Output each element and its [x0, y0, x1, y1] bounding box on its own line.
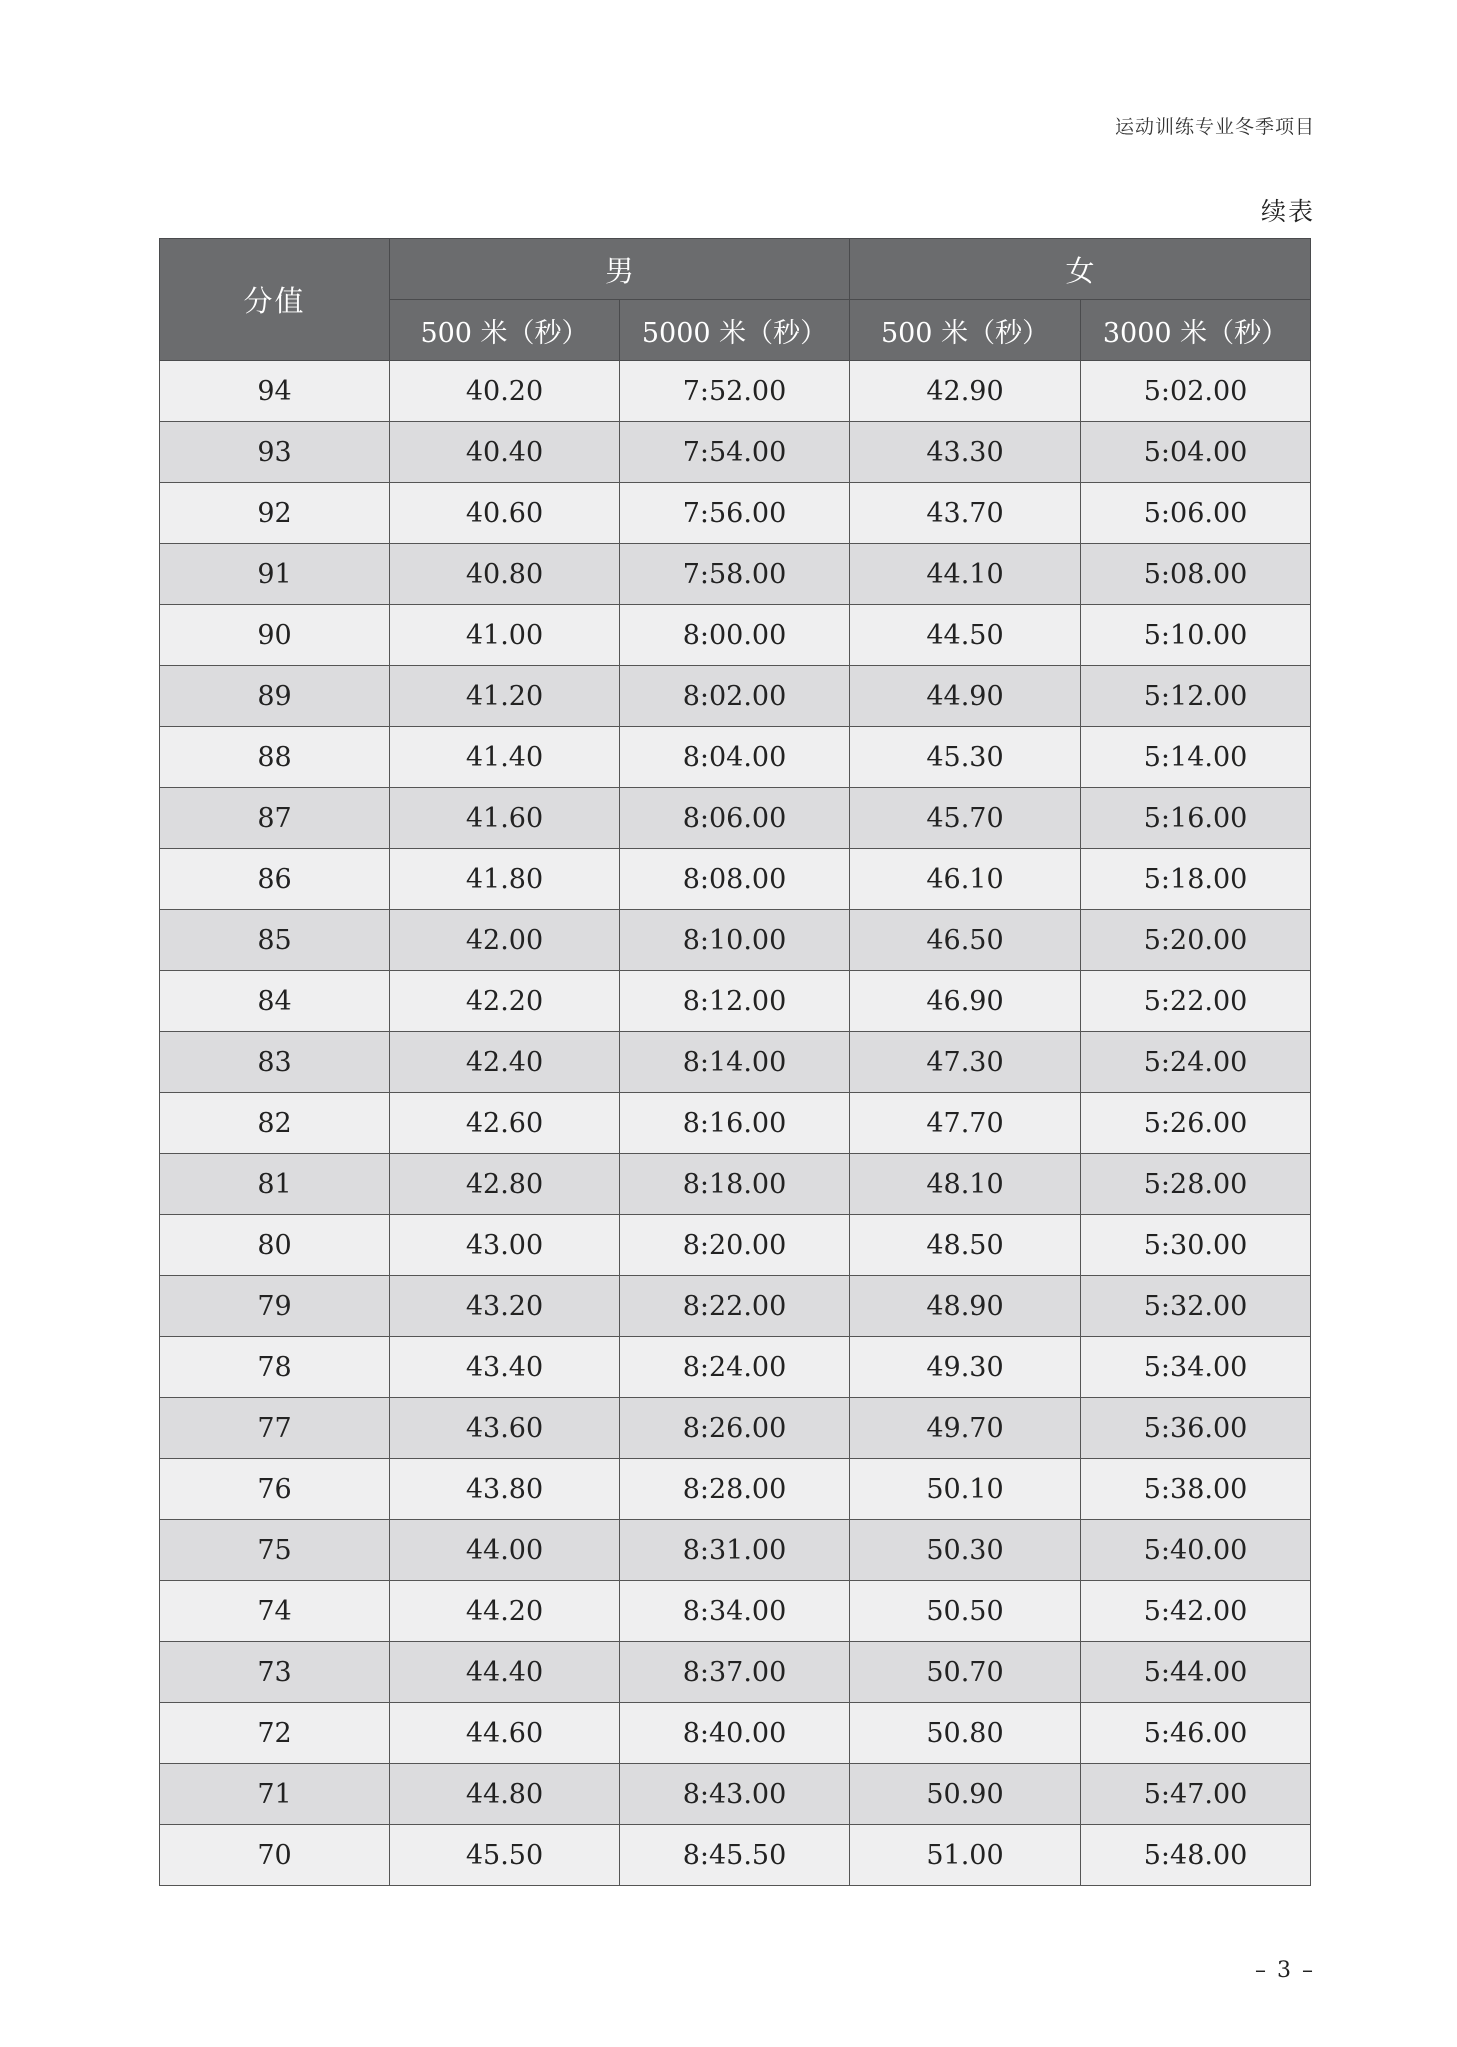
male-5000m-cell: 8:08.00: [620, 849, 850, 910]
male-5000m-cell: 8:20.00: [620, 1215, 850, 1276]
male-500m-cell: 40.40: [390, 422, 620, 483]
female-3000m-cell: 5:10.00: [1081, 605, 1311, 666]
male-500m-cell: 44.40: [390, 1642, 620, 1703]
female-500m-cell: 49.30: [850, 1337, 1081, 1398]
female-500m-cell: 45.70: [850, 788, 1081, 849]
male-500m-cell: 41.60: [390, 788, 620, 849]
female-500m-cell: 46.50: [850, 910, 1081, 971]
female-3000m-cell: 5:04.00: [1081, 422, 1311, 483]
male-5000m-cell: 8:12.00: [620, 971, 850, 1032]
male-5000m-cell: 8:04.00: [620, 727, 850, 788]
score-cell: 71: [160, 1764, 390, 1825]
male-5000m-cell: 8:34.00: [620, 1581, 850, 1642]
score-cell: 90: [160, 605, 390, 666]
table-row: [160, 1581, 1311, 1642]
female-3000m-cell: 5:16.00: [1081, 788, 1311, 849]
score-cell: 80: [160, 1215, 390, 1276]
page-number: – 3 –: [1255, 1958, 1315, 1983]
table-row: [160, 1093, 1311, 1154]
female-3000m-cell: 5:42.00: [1081, 1581, 1311, 1642]
male-5000m-cell: 8:24.00: [620, 1337, 850, 1398]
male-500m-cell: 41.20: [390, 666, 620, 727]
table-row: [160, 544, 1311, 605]
score-cell: 82: [160, 1093, 390, 1154]
male-500m-cell: 41.00: [390, 605, 620, 666]
table-row: [160, 1032, 1311, 1093]
male-5000m-cell: 8:28.00: [620, 1459, 850, 1520]
score-cell: 74: [160, 1581, 390, 1642]
male-500m-cell: 40.60: [390, 483, 620, 544]
table-header-row-groups: [160, 239, 1311, 300]
score-cell: 89: [160, 666, 390, 727]
female-500m-cell: 48.10: [850, 1154, 1081, 1215]
male-500m-cell: 44.60: [390, 1703, 620, 1764]
male-group-header: 男: [390, 239, 850, 300]
male-5000m-cell: 8:45.50: [620, 1825, 850, 1886]
male-5000m-cell: 8:18.00: [620, 1154, 850, 1215]
table-row: [160, 1398, 1311, 1459]
male-500m-cell: 40.20: [390, 361, 620, 422]
male-5000m-cell: 8:14.00: [620, 1032, 850, 1093]
male-5000m-cell: 8:16.00: [620, 1093, 850, 1154]
female-500m-cell: 44.50: [850, 605, 1081, 666]
male-500m-cell: 43.40: [390, 1337, 620, 1398]
score-cell: 75: [160, 1520, 390, 1581]
table-row: [160, 1642, 1311, 1703]
male-500m-cell: 40.80: [390, 544, 620, 605]
female-3000m-header: 3000 米（秒）: [1081, 300, 1311, 361]
score-column-header: 分值: [160, 239, 390, 361]
table-row: [160, 1520, 1311, 1581]
score-cell: 77: [160, 1398, 390, 1459]
table-row: [160, 971, 1311, 1032]
continued-label: 续表: [1260, 197, 1315, 226]
score-cell: 91: [160, 544, 390, 605]
female-500m-cell: 48.50: [850, 1215, 1081, 1276]
female-3000m-cell: 5:46.00: [1081, 1703, 1311, 1764]
male-500m-cell: 42.40: [390, 1032, 620, 1093]
score-cell: 92: [160, 483, 390, 544]
score-table: [159, 238, 1311, 1886]
male-500m-cell: 42.20: [390, 971, 620, 1032]
male-500m-cell: 42.80: [390, 1154, 620, 1215]
table-row: [160, 1459, 1311, 1520]
table-row: [160, 1215, 1311, 1276]
male-500m-cell: 41.40: [390, 727, 620, 788]
female-500m-cell: 50.30: [850, 1520, 1081, 1581]
male-500m-header: 500 米（秒）: [390, 300, 620, 361]
table-row: [160, 361, 1311, 422]
male-5000m-cell: 8:37.00: [620, 1642, 850, 1703]
table-row: [160, 422, 1311, 483]
score-cell: 78: [160, 1337, 390, 1398]
table-row: [160, 788, 1311, 849]
table-header: [160, 239, 1311, 361]
male-500m-cell: 42.00: [390, 910, 620, 971]
male-5000m-cell: 7:58.00: [620, 544, 850, 605]
male-5000m-cell: 8:43.00: [620, 1764, 850, 1825]
female-500m-cell: 47.30: [850, 1032, 1081, 1093]
score-cell: 86: [160, 849, 390, 910]
male-500m-cell: 41.80: [390, 849, 620, 910]
male-500m-cell: 43.00: [390, 1215, 620, 1276]
score-cell: 85: [160, 910, 390, 971]
table-row: [160, 1337, 1311, 1398]
female-500m-cell: 49.70: [850, 1398, 1081, 1459]
score-cell: 83: [160, 1032, 390, 1093]
female-3000m-cell: 5:08.00: [1081, 544, 1311, 605]
male-500m-cell: 44.80: [390, 1764, 620, 1825]
score-cell: 76: [160, 1459, 390, 1520]
female-3000m-cell: 5:38.00: [1081, 1459, 1311, 1520]
female-3000m-cell: 5:02.00: [1081, 361, 1311, 422]
table-row: [160, 910, 1311, 971]
male-5000m-cell: 8:22.00: [620, 1276, 850, 1337]
male-5000m-cell: 8:10.00: [620, 910, 850, 971]
score-cell: 93: [160, 422, 390, 483]
female-3000m-cell: 5:12.00: [1081, 666, 1311, 727]
female-500m-cell: 50.50: [850, 1581, 1081, 1642]
male-500m-cell: 43.20: [390, 1276, 620, 1337]
score-cell: 79: [160, 1276, 390, 1337]
male-500m-cell: 43.80: [390, 1459, 620, 1520]
female-3000m-cell: 5:18.00: [1081, 849, 1311, 910]
female-500m-cell: 43.70: [850, 483, 1081, 544]
score-cell: 84: [160, 971, 390, 1032]
score-cell: 72: [160, 1703, 390, 1764]
male-5000m-header: 5000 米（秒）: [620, 300, 850, 361]
female-3000m-cell: 5:48.00: [1081, 1825, 1311, 1886]
male-5000m-cell: 7:52.00: [620, 361, 850, 422]
male-5000m-cell: 8:31.00: [620, 1520, 850, 1581]
female-3000m-cell: 5:26.00: [1081, 1093, 1311, 1154]
female-3000m-cell: 5:14.00: [1081, 727, 1311, 788]
female-3000m-cell: 5:06.00: [1081, 483, 1311, 544]
male-5000m-cell: 8:02.00: [620, 666, 850, 727]
female-3000m-cell: 5:24.00: [1081, 1032, 1311, 1093]
table-row: [160, 727, 1311, 788]
female-500m-cell: 46.10: [850, 849, 1081, 910]
score-cell: 87: [160, 788, 390, 849]
female-500m-header: 500 米（秒）: [850, 300, 1081, 361]
female-500m-cell: 50.90: [850, 1764, 1081, 1825]
table-row: [160, 666, 1311, 727]
male-500m-cell: 43.60: [390, 1398, 620, 1459]
female-3000m-cell: 5:20.00: [1081, 910, 1311, 971]
female-500m-cell: 45.30: [850, 727, 1081, 788]
female-500m-cell: 47.70: [850, 1093, 1081, 1154]
female-500m-cell: 44.10: [850, 544, 1081, 605]
female-500m-cell: 48.90: [850, 1276, 1081, 1337]
table-row: [160, 605, 1311, 666]
female-3000m-cell: 5:28.00: [1081, 1154, 1311, 1215]
male-500m-cell: 44.00: [390, 1520, 620, 1581]
score-cell: 81: [160, 1154, 390, 1215]
table-row: [160, 1764, 1311, 1825]
female-3000m-cell: 5:30.00: [1081, 1215, 1311, 1276]
female-3000m-cell: 5:36.00: [1081, 1398, 1311, 1459]
female-3000m-cell: 5:47.00: [1081, 1764, 1311, 1825]
male-5000m-cell: 8:40.00: [620, 1703, 850, 1764]
female-500m-cell: 42.90: [850, 361, 1081, 422]
female-500m-cell: 43.30: [850, 422, 1081, 483]
female-3000m-cell: 5:34.00: [1081, 1337, 1311, 1398]
male-5000m-cell: 7:54.00: [620, 422, 850, 483]
female-500m-cell: 50.70: [850, 1642, 1081, 1703]
female-3000m-cell: 5:32.00: [1081, 1276, 1311, 1337]
score-cell: 70: [160, 1825, 390, 1886]
male-500m-cell: 45.50: [390, 1825, 620, 1886]
male-5000m-cell: 8:06.00: [620, 788, 850, 849]
female-500m-cell: 50.10: [850, 1459, 1081, 1520]
score-cell: 94: [160, 361, 390, 422]
female-500m-cell: 46.90: [850, 971, 1081, 1032]
male-5000m-cell: 7:56.00: [620, 483, 850, 544]
score-cell: 73: [160, 1642, 390, 1703]
table-row: [160, 1154, 1311, 1215]
table-body: [160, 361, 1311, 1886]
male-500m-cell: 42.60: [390, 1093, 620, 1154]
table-row: [160, 1825, 1311, 1886]
male-5000m-cell: 8:00.00: [620, 605, 850, 666]
male-500m-cell: 44.20: [390, 1581, 620, 1642]
female-3000m-cell: 5:40.00: [1081, 1520, 1311, 1581]
score-cell: 88: [160, 727, 390, 788]
table-row: [160, 1703, 1311, 1764]
table-row: [160, 1276, 1311, 1337]
female-500m-cell: 50.80: [850, 1703, 1081, 1764]
female-group-header: 女: [850, 239, 1311, 300]
female-3000m-cell: 5:44.00: [1081, 1642, 1311, 1703]
table-row: [160, 849, 1311, 910]
female-3000m-cell: 5:22.00: [1081, 971, 1311, 1032]
male-5000m-cell: 8:26.00: [620, 1398, 850, 1459]
table-row: [160, 483, 1311, 544]
female-500m-cell: 51.00: [850, 1825, 1081, 1886]
running-header-title: 运动训练专业冬季项目: [1114, 116, 1315, 138]
female-500m-cell: 44.90: [850, 666, 1081, 727]
